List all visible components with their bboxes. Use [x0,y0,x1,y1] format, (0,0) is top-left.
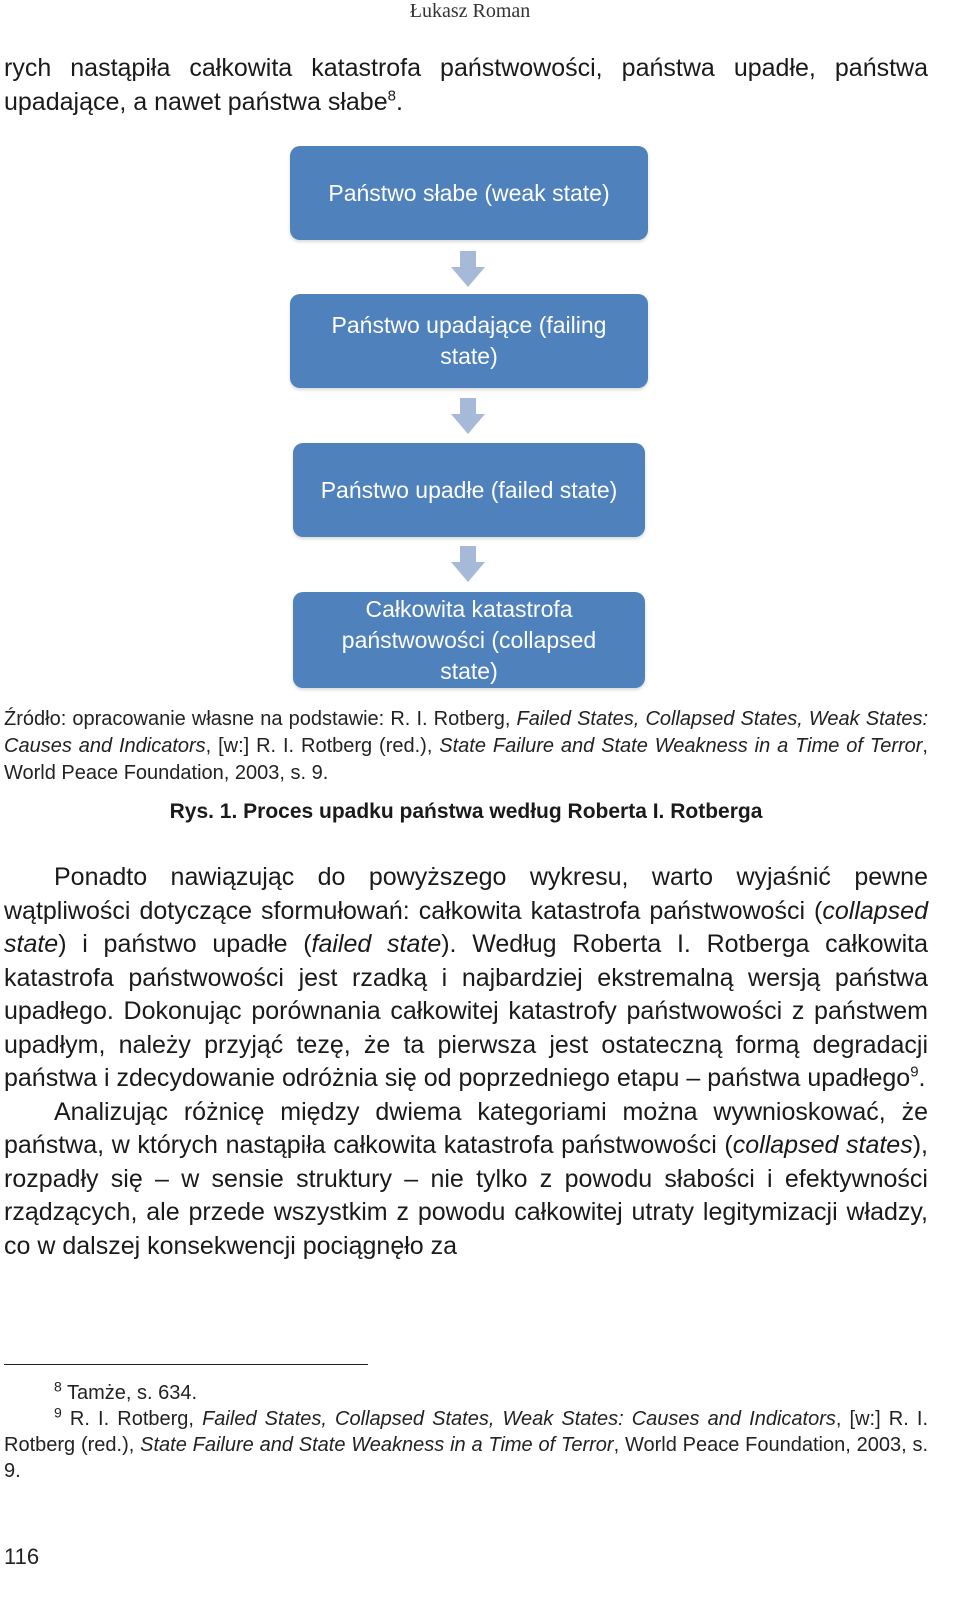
para1-text: Ponadto nawiązując do powyższego wykresu, warto wyjaśnić pewne wątpliwości dotyczące sformułowań: całkowita katastrofa państwowości ( [4,863,928,925]
footnote-text: Tamże, s. 634. [61,1382,198,1404]
paragraph-2 [4,1096,928,1264]
page-number: 116 [4,1544,40,1569]
para1-text: ). Według Roberta I. Rotberga całkowita katastrofa państwowości jest rzadką i najbardziej ekstremalną wersją państwa upadłego. Dokonując porównania całkowitej katastrofy państwowości z państwem upadłym, należy przyjąć tezę, że ta pierwsza jest ostateczną formą degradacji państwa i zdecydowanie odróżnia się od poprzedniego etapu – państwa upadłego [4,930,928,1092]
box-collapsed-state [293,592,645,688]
box-weak-state-label: Państwo słabe (weak state) [328,179,610,206]
box-failing-state-label: Państwo upadające (failing state) [331,312,607,369]
intro-paragraph [4,52,928,119]
footnote-8 [4,1380,928,1406]
box-failing-state [290,294,648,388]
box-weak-state [290,146,648,240]
body-text [4,861,928,1263]
box-failed-state [293,443,645,537]
intro-end: . [395,87,403,116]
term-failed-state: failed state [311,930,442,958]
source-text: Źródło: opracowanie własne na podstawie: R. I. Rotberg, [4,708,517,730]
paragraph-1 [4,861,928,1096]
state-failure-diagram [288,146,650,691]
arrow-down-icon [451,398,485,434]
source-text: , [w:] R. I. Rotberg (red.), [205,735,440,757]
footnotes [4,1380,928,1484]
footnote-title-italic: Failed States, Collapsed States, Weak States: Causes and Indicators [202,1408,836,1430]
source-text: , World Peace Foundation, 2003, s. 9. [4,735,928,784]
running-header [0,0,960,22]
intro-text: rych nastąpiła całkowita katastrofa państwowości, państwa upadłe, państwa upadające, a nawet państwa słabe [4,54,928,116]
figure-source [4,706,928,787]
footnote-text: R. I. Rotberg, [61,1408,203,1430]
header-author: Łukasz Roman [409,0,531,22]
footnote-divider [4,1364,368,1365]
footnote-9 [4,1406,928,1484]
term-collapsed-states: collapsed states [732,1131,913,1159]
footnote-text: , [w:] R. I. Rotberg (red.), [4,1408,929,1456]
footnote-ref-9[interactable]: 9 [910,1063,919,1081]
para1-text: ) i państwo upadłe ( [58,930,312,958]
arrow-down-icon [451,546,485,582]
footnote-book-italic: State Failure and State Weakness in a Time of Terror [140,1434,614,1456]
term-collapsed-state: collapsed state [4,896,928,958]
source-title-italic: Failed States, Collapsed States, Weak States: Causes and Indicators [4,708,929,757]
para2-text: Analizując różnicę między dwiema kategoriami można wywnioskować, że państwa, w których nastąpiła całkowita katastrofa państwowości ( [4,1097,928,1159]
footnote-text: , World Peace Foundation, 2003, s. 9. [4,1434,929,1482]
para2-text: ), rozpadły się – w sensie struktury – nie tylko z powodu słabości i efektywności rządzących, ale przede wszystkim z powodu całkowitej utraty legitymizacji władzy, co w dalszej konsekwencji pociągnęło za [4,1131,928,1260]
source-book-italic: State Failure and State Weakness in a Time of Terror [439,735,923,757]
arrow-down-icon [451,251,485,287]
figure-caption: Rys. 1. Proces upadku państwa według Roberta I. Rotberga [169,800,763,823]
footnote-ref-8[interactable]: 8 [387,87,396,105]
box-failed-state-label: Państwo upadłe (failed state) [320,476,618,503]
footnote-number: 9 [54,1404,62,1421]
footnote-number: 8 [54,1378,62,1395]
para1-end: . [918,1064,926,1092]
box-collapsed-state-label: Całkowita katastrofa państwowości (collapsed state) [341,595,597,684]
